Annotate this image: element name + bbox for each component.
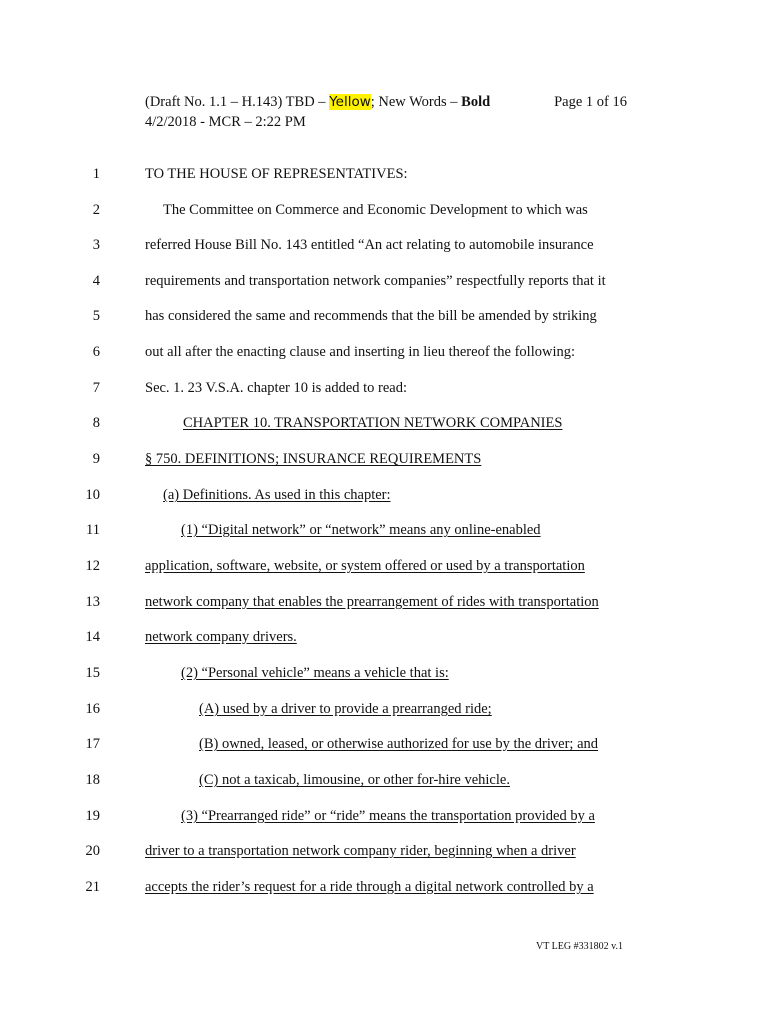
bill-line (0, 234, 770, 256)
line-text: (C) not a taxicab, limousine, or other for-hire vehicle. (199, 772, 510, 788)
line-number: 15 (85, 665, 100, 681)
line-text: (a) Definitions. As used in this chapter: (163, 487, 391, 503)
line-text: Sec. 1. 23 V.S.A. chapter 10 is added to read: (145, 380, 408, 396)
line-number: 20 (85, 843, 100, 859)
line-number: 17 (85, 736, 100, 752)
bill-line (0, 270, 770, 292)
bill-line (0, 341, 770, 363)
bill-line (0, 662, 770, 684)
after-highlight-text: ; New Words – (370, 94, 462, 110)
document-header (145, 92, 635, 132)
line-text: TO THE HOUSE OF REPRESENTATIVES: (145, 166, 408, 182)
bill-line (0, 412, 770, 434)
bill-line (0, 733, 770, 755)
line-text: accepts the rider’s request for a ride through a digital network controlled by a (145, 879, 594, 895)
line-text: (1) “Digital network” or “network” means any online-enabled (181, 522, 541, 538)
bill-line (0, 377, 770, 399)
line-text: application, software, website, or system offered or used by a transportation (145, 558, 585, 574)
line-number: 14 (85, 629, 100, 645)
date-line: 4/2/2018 - MCR – 2:22 PM (145, 114, 306, 130)
bill-line (0, 698, 770, 720)
bill-line (0, 805, 770, 827)
bill-line (0, 591, 770, 613)
line-text: (3) “Prearranged ride” or “ride” means the transportation provided by a (181, 808, 595, 824)
section-heading: § 750. DEFINITIONS; INSURANCE REQUIREMENTS (145, 451, 482, 467)
page-number: Page 1 of 16 (554, 94, 627, 110)
bill-line (0, 305, 770, 327)
bill-line (0, 840, 770, 862)
bill-line (0, 769, 770, 791)
line-number: 11 (86, 522, 100, 538)
bill-line (0, 163, 770, 185)
chapter-heading: CHAPTER 10. TRANSPORTATION NETWORK COMPANIES (183, 415, 563, 431)
line-text: network company drivers. (145, 629, 297, 645)
line-number: 21 (85, 879, 100, 895)
line-text: (2) “Personal vehicle” means a vehicle that is: (181, 665, 449, 681)
line-text: driver to a transportation network company rider, beginning when a driver (145, 843, 576, 859)
bill-line (0, 876, 770, 898)
line-text: The Committee on Commerce and Economic Development to which was (163, 202, 588, 218)
line-number: 19 (85, 808, 100, 824)
line-text: (B) owned, leased, or otherwise authorized for use by the driver; and (199, 736, 599, 752)
line-text: out all after the enacting clause and inserting in lieu thereof the following: (145, 344, 576, 360)
line-number: 18 (85, 772, 100, 788)
draft-info-line (145, 92, 635, 112)
line-number: 10 (85, 487, 100, 503)
line-number: 6 (92, 344, 100, 360)
line-text: network company that enables the prearrangement of rides with transportation (145, 594, 599, 610)
document-footer: VT LEG #331802 v.1 (536, 941, 623, 952)
line-number: 5 (92, 308, 100, 324)
line-number: 8 (92, 415, 100, 431)
bill-line (0, 448, 770, 470)
bill-line (0, 199, 770, 221)
line-text: requirements and transportation network companies” respectfully reports that it (145, 273, 606, 289)
bill-line (0, 484, 770, 506)
line-number: 7 (92, 380, 100, 396)
line-number: 12 (85, 558, 100, 574)
line-number: 3 (92, 237, 100, 253)
bill-line (0, 519, 770, 541)
line-text: referred House Bill No. 143 entitled “An act relating to automobile insurance (145, 237, 594, 253)
bill-line (0, 555, 770, 577)
yellow-highlight-word: Yellow (329, 94, 371, 110)
line-text: (A) used by a driver to provide a prearranged ride; (199, 701, 492, 717)
line-number: 2 (92, 202, 100, 218)
line-text: has considered the same and recommends that the bill be amended by striking (145, 308, 597, 324)
bold-word: Bold (461, 94, 491, 110)
line-number: 16 (85, 701, 100, 717)
line-number: 13 (85, 594, 100, 610)
bill-line (0, 626, 770, 648)
line-number: 1 (92, 166, 100, 182)
draft-prefix: (Draft No. 1.1 – H.143) TBD – (145, 94, 330, 110)
line-number: 4 (92, 273, 100, 289)
line-number: 9 (92, 451, 100, 467)
